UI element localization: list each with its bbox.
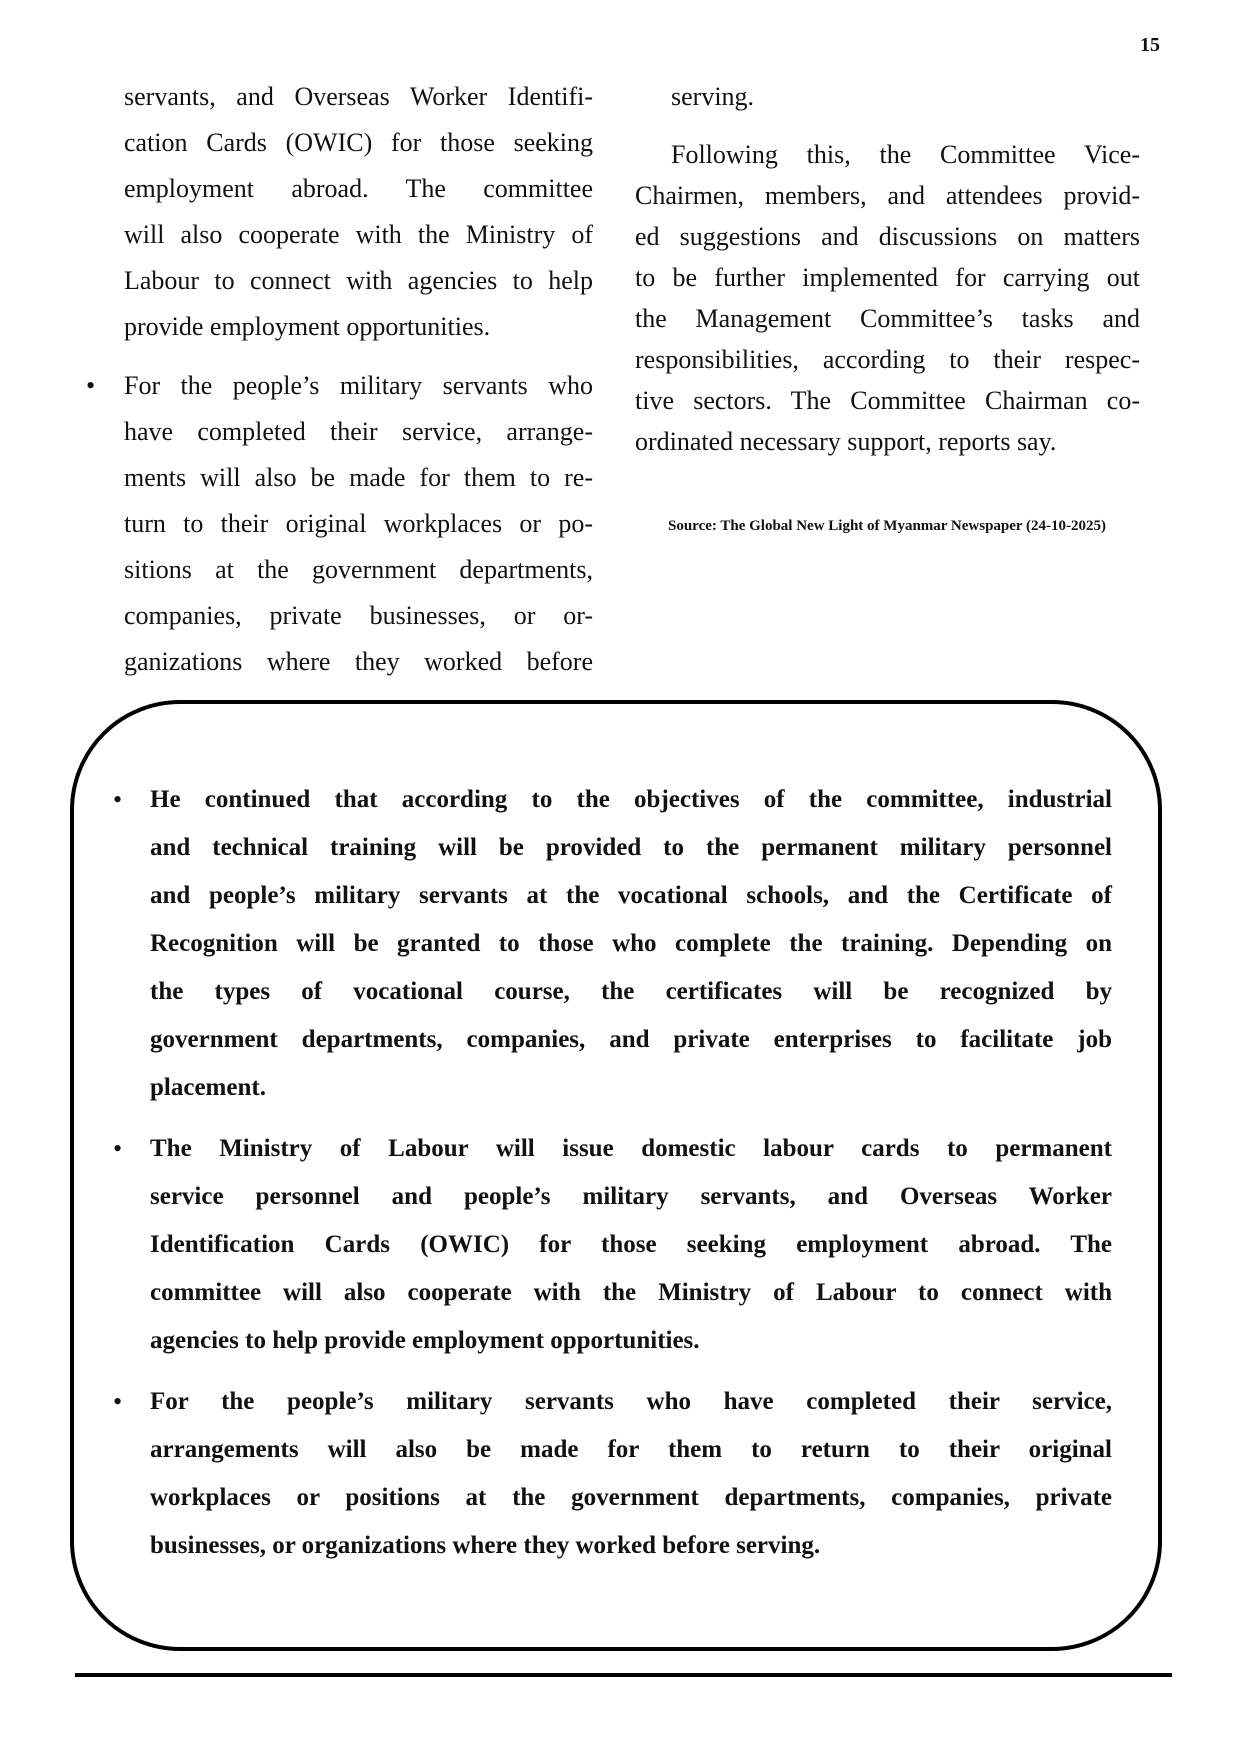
- text-line: have completed their service, arrange-: [124, 417, 593, 446]
- text-line: the Management Committee’s tasks and: [635, 304, 1140, 333]
- text-line: will also cooperate with the Ministry of: [124, 220, 593, 249]
- text-line: The Ministry of Labour will issue domestic labour cards to permanent: [150, 1135, 1112, 1162]
- bullet-icon: •: [113, 1387, 123, 1416]
- text-line: the types of vocational course, the certificates will be recognized by: [150, 978, 1112, 1005]
- text-line: workplaces or positions at the government departments, companies, private: [150, 1484, 1112, 1511]
- text-line: and people’s military servants at the vocational schools, and the Certificate of: [150, 882, 1112, 909]
- text-line: For the people’s military servants who have completed their service,: [150, 1388, 1112, 1415]
- bullet-icon: •: [113, 1134, 123, 1163]
- text-line: ments will also be made for them to re-: [124, 463, 593, 492]
- source-citation: Source: The Global New Light of Myanmar Newspaper (24-10-2025): [668, 518, 1107, 534]
- text-line: committee will also cooperate with the Ministry of Labour to connect with: [150, 1279, 1112, 1306]
- bullet-icon: •: [113, 785, 123, 814]
- footer-divider: [75, 1673, 1172, 1677]
- text-line: to be further implemented for carrying out: [635, 263, 1140, 292]
- text-line: For the people’s military servants who: [124, 371, 593, 400]
- text-line: sitions at the government departments,: [124, 555, 593, 584]
- text-line: Chairmen, members, and attendees provid-: [635, 181, 1140, 210]
- text-line: responsibilities, according to their respec-: [635, 345, 1140, 374]
- text-line: ordinated necessary support, reports say.: [635, 427, 1057, 456]
- text-line: Recognition will be granted to those who complete the training. Depending on: [150, 930, 1112, 957]
- text-line: companies, private businesses, or or-: [124, 601, 593, 630]
- text-line: cation Cards (OWIC) for those seeking: [124, 128, 593, 157]
- text-line: ed suggestions and discussions on matters: [635, 222, 1140, 251]
- text-line: employment abroad. The committee: [124, 174, 593, 203]
- text-line: arrangements will also be made for them to return to their original: [150, 1436, 1112, 1463]
- text-line: He continued that according to the objectives of the committee, industrial: [150, 786, 1112, 813]
- text-line: service personnel and people’s military servants, and Overseas Worker: [150, 1183, 1112, 1210]
- text-line: serving.: [671, 82, 755, 111]
- text-line: Labour to connect with agencies to help: [124, 266, 593, 295]
- text-line: placement.: [150, 1074, 266, 1101]
- text-line: agencies to help provide employment opportunities.: [150, 1327, 700, 1354]
- page-number: 15: [1140, 34, 1160, 56]
- text-line: ganizations where they worked before: [124, 647, 593, 676]
- text-line: tive sectors. The Committee Chairman co-: [635, 386, 1140, 415]
- text-line: Following this, the Committee Vice-: [671, 140, 1140, 169]
- bullet-icon: •: [86, 371, 96, 400]
- text-line: servants, and Overseas Worker Identifi-: [124, 82, 593, 111]
- text-line: government departments, companies, and private enterprises to facilitate job: [150, 1026, 1112, 1053]
- text-line: turn to their original workplaces or po-: [124, 509, 593, 538]
- text-line: provide employment opportunities.: [124, 312, 491, 341]
- text-line: Identification Cards (OWIC) for those seeking employment abroad. The: [150, 1231, 1112, 1258]
- text-line: businesses, or organizations where they worked before serving.: [150, 1532, 821, 1559]
- text-line: and technical training will be provided to the permanent military personnel: [150, 834, 1112, 861]
